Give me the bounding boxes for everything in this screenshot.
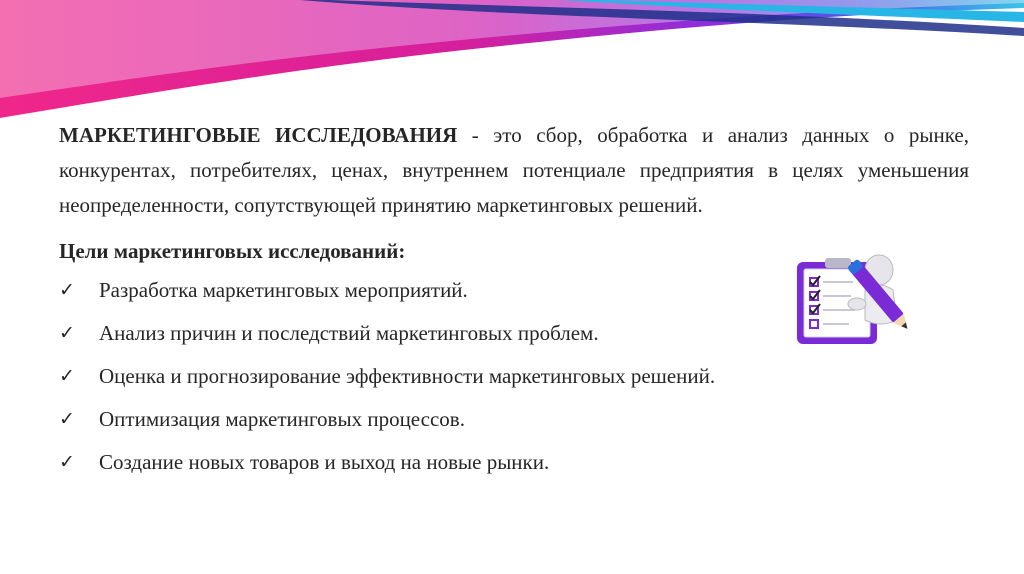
checklist-pencil-figure-icon <box>793 242 921 348</box>
list-item <box>59 451 969 474</box>
checkmark-icon: ✓ <box>59 408 75 430</box>
goal-text: Анализ причин и последствий маркетинговых проблем. <box>99 321 599 345</box>
checkmark-icon: ✓ <box>59 322 75 344</box>
definition-text: - это сбор, обработка и анализ данных о рынке, конкурентах, потребителях, ценах, внутреннем потенциале предприятия в целях уменьшения неопределенности, сопутствующей принятию маркетинговых решений. <box>59 123 969 217</box>
checkmark-icon: ✓ <box>59 279 75 301</box>
goal-text: Разработка маркетинговых мероприятий. <box>99 278 468 302</box>
goal-text: Оптимизация маркетинговых процессов. <box>99 407 465 431</box>
header-swoosh-banner <box>0 0 1024 130</box>
definition-paragraph <box>59 118 969 223</box>
definition-term: МАРКЕТИНГОВЫЕ ИССЛЕДОВАНИЯ <box>59 123 458 147</box>
list-item <box>59 365 969 388</box>
list-item <box>59 408 969 431</box>
goal-text: Создание новых товаров и выход на новые рынки. <box>99 450 550 474</box>
checkmark-icon: ✓ <box>59 365 75 387</box>
goals-heading: Цели маркетинговых исследований: <box>59 239 406 263</box>
goal-text: Оценка и прогнозирование эффективности маркетинговых решений. <box>99 364 716 388</box>
checkmark-icon: ✓ <box>59 451 75 473</box>
